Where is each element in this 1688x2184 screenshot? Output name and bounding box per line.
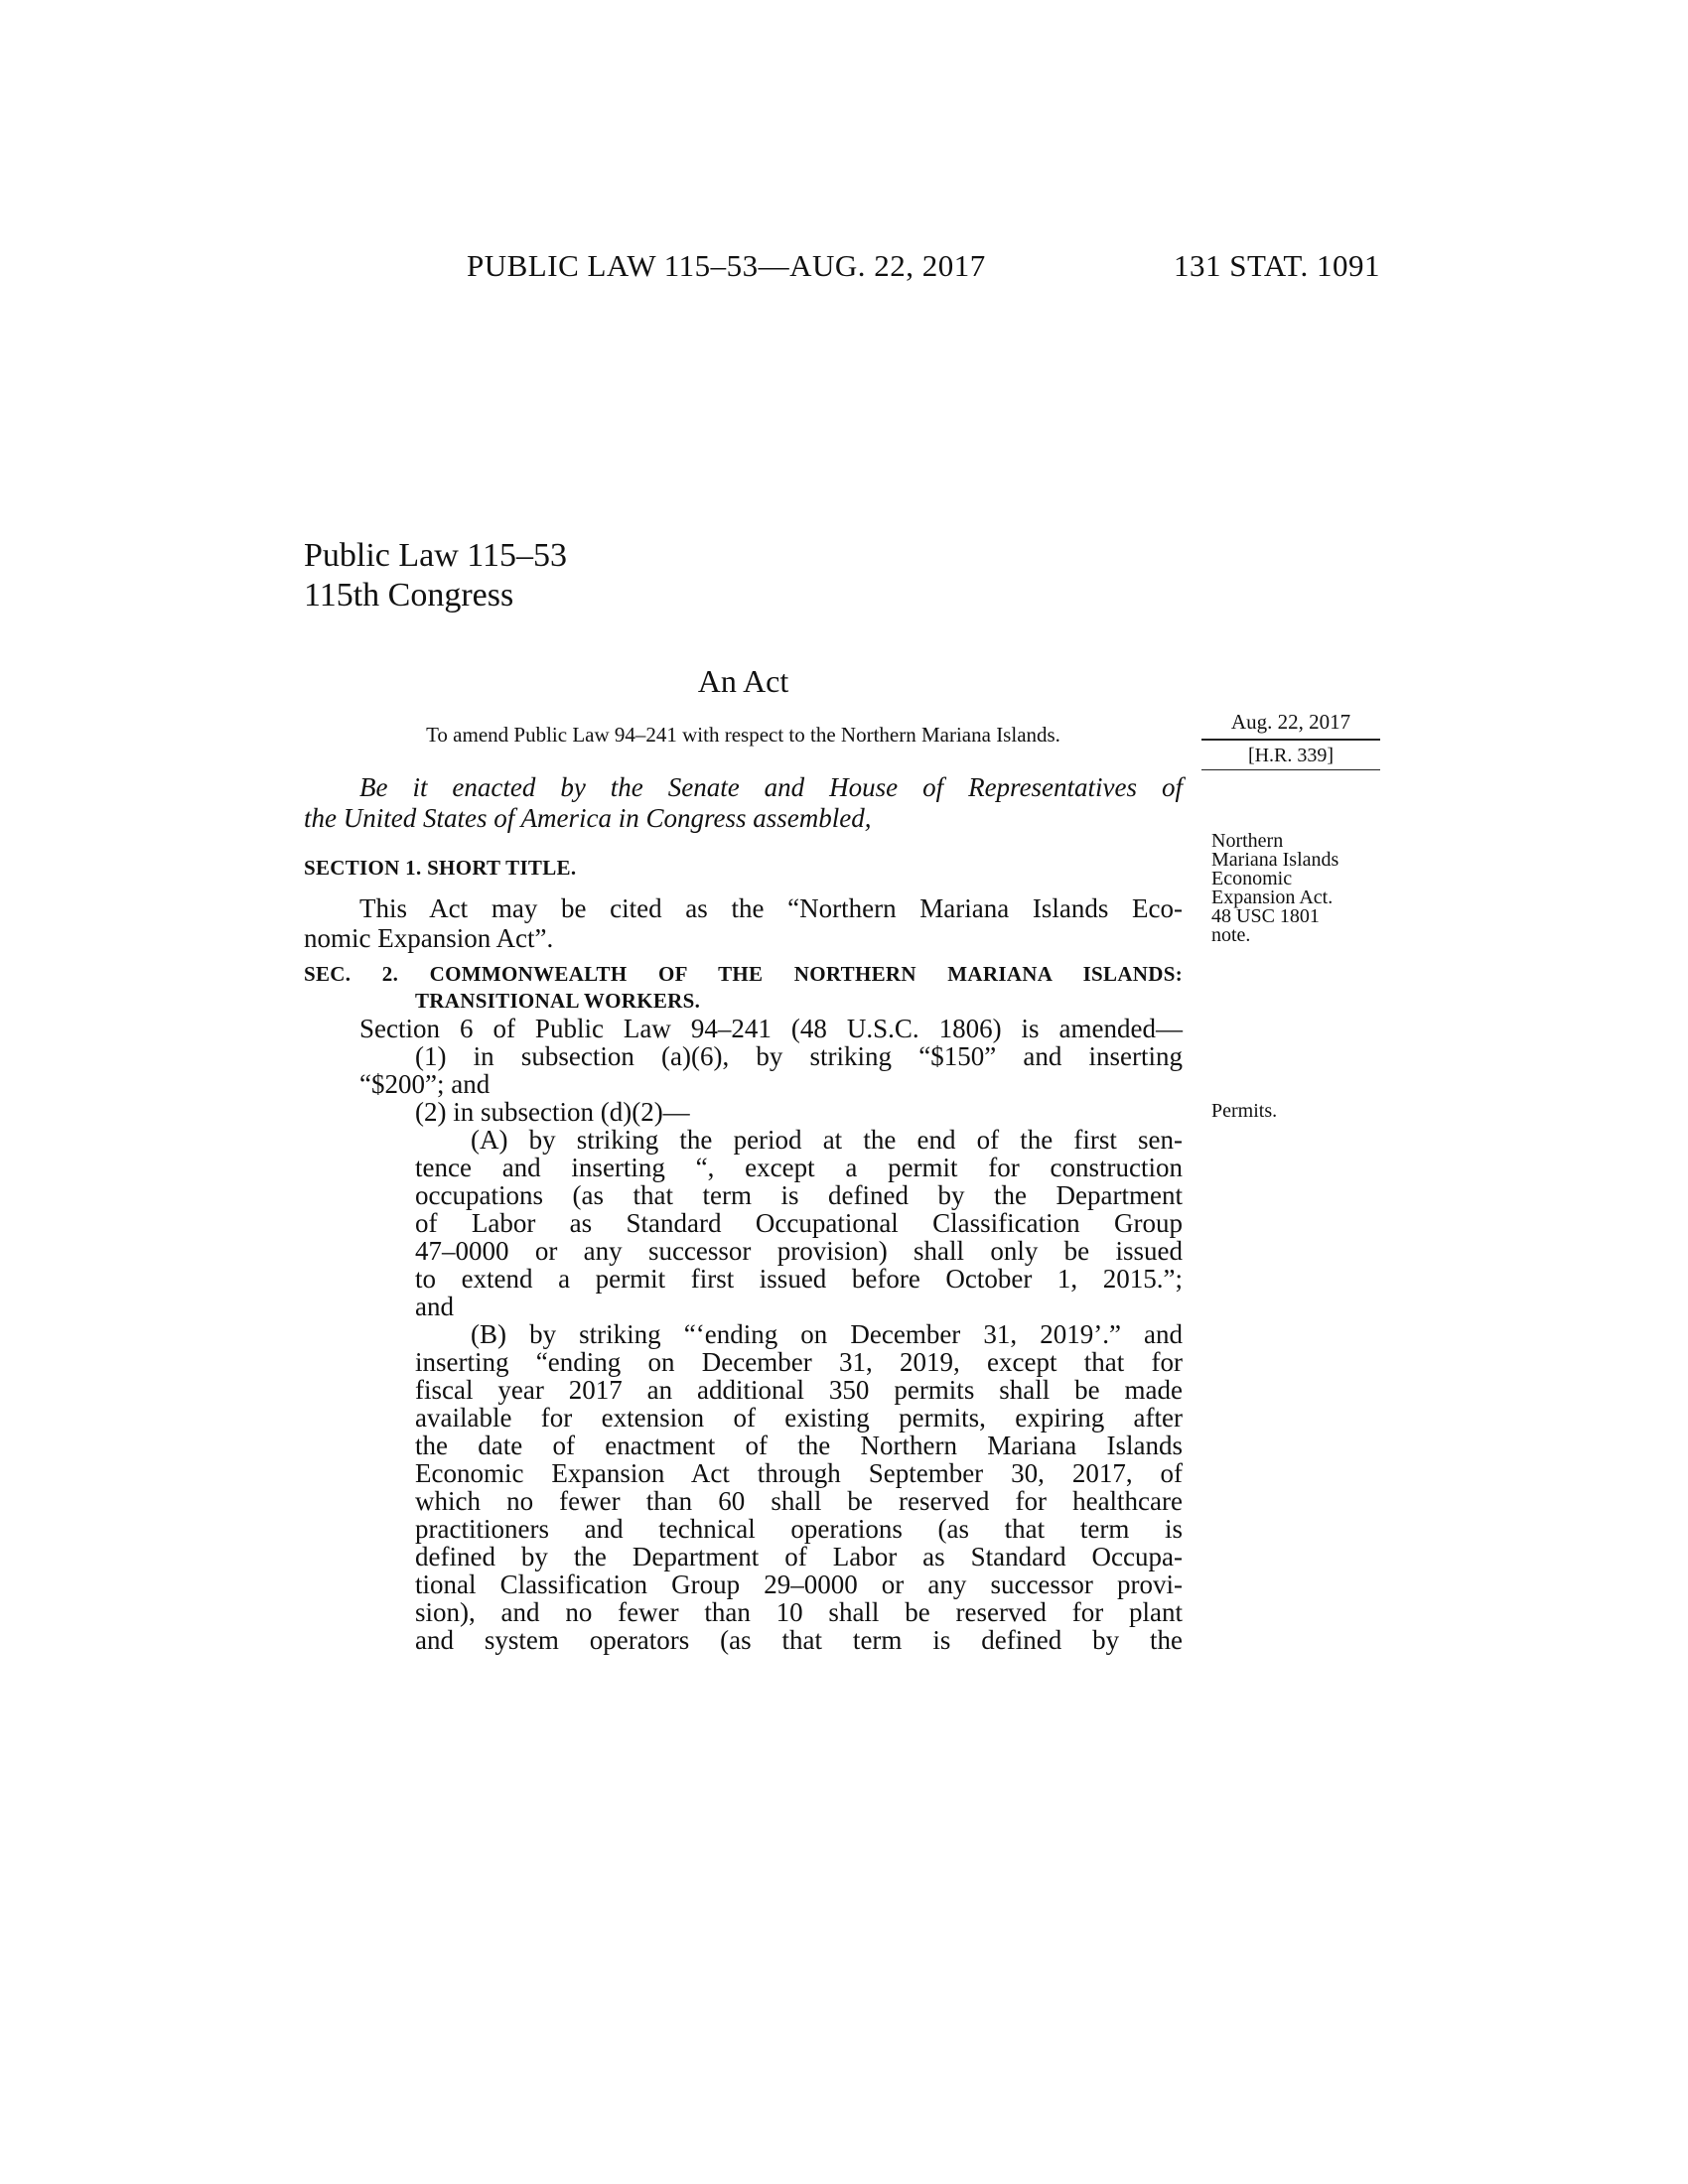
subparagraph-b-line: practitioners and technical operations (as that term is — [415, 1514, 1183, 1544]
section-1-text — [304, 893, 1183, 953]
margin-rule — [1201, 739, 1380, 741]
subparagraph-a-line: 47–0000 or any successor provision) shall only be issued — [415, 1236, 1183, 1266]
running-head-citation: PUBLIC LAW 115–53—AUG. 22, 2017 — [467, 248, 986, 283]
running-head — [467, 248, 1380, 288]
subparagraph-b-line: tional Classification Group 29–0000 or any successor provi- — [415, 1570, 1183, 1599]
margin-rule — [1201, 769, 1380, 770]
margin-note-date: Aug. 22, 2017 — [1230, 710, 1351, 734]
subparagraph-b-line: and system operators (as that term is defined by the — [415, 1625, 1183, 1655]
margin-note-bill: [H.R. 339] — [1247, 745, 1335, 766]
subparagraph-b-line: sion), and no fewer than 10 shall be reserved for plant — [415, 1597, 1183, 1627]
enacting-clause — [304, 772, 1183, 834]
subparagraph-a-line: tence and inserting “, except a permit for construction — [415, 1153, 1183, 1182]
law-identification — [304, 536, 567, 615]
running-head-stat-page: 131 STAT. 1091 — [1173, 248, 1380, 283]
subparagraph-a-line: (A) by striking the period at the end of the first sen- — [471, 1125, 1183, 1155]
subparagraph-b-line: fiscal year 2017 an additional 350 permits shall be made — [415, 1375, 1183, 1405]
congress-number: 115th Congress — [304, 577, 514, 614]
margin-note-line: Expansion Act. — [1211, 887, 1334, 908]
paragraph-2: (2) in subsection (d)(2)— — [415, 1097, 690, 1127]
subparagraph-b-line: (B) by striking “‘ending on December 31, 2019’.” and — [471, 1319, 1183, 1349]
subparagraph-a — [415, 1126, 1183, 1320]
margin-note-line: Northern — [1211, 830, 1284, 852]
subparagraph-a-line: and — [415, 1292, 454, 1321]
margin-note-line: Mariana Islands — [1211, 849, 1339, 871]
subparagraph-a-line: to extend a permit first issued before October 1, 2015.”; — [415, 1264, 1183, 1294]
paragraph-1-line: (1) in subsection (a)(6), by striking “$150” and inserting — [415, 1041, 1183, 1071]
margin-note-line: Economic — [1211, 868, 1293, 889]
paragraph-1-line: “$200”; and — [359, 1069, 491, 1099]
subparagraph-b-line: inserting “ending on December 31, 2019, except that for — [415, 1347, 1183, 1377]
section-2-intro: Section 6 of Public Law 94–241 (48 U.S.C. 1806) is amended— — [359, 1014, 1183, 1043]
law-number: Public Law 115–53 — [304, 537, 568, 574]
enacting-clause-line: Be it enacted by the Senate and House of Representatives of — [359, 772, 1183, 802]
subparagraph-b-line: Economic Expansion Act through September 30, 2017, of — [415, 1458, 1183, 1488]
section-1-line: nomic Expansion Act”. — [304, 923, 554, 953]
section-2-heading-line: TRANSITIONAL WORKERS. — [415, 989, 701, 1013]
section-2-heading-line: SEC. 2. COMMONWEALTH OF THE NORTHERN MARIANA ISLANDS: — [304, 962, 1183, 986]
subparagraph-b-line: defined by the Department of Labor as Standard Occupa- — [415, 1542, 1183, 1571]
act-purpose: To amend Public Law 94–241 with respect to the Northern Mariana Islands. — [426, 723, 1060, 747]
paragraph-1 — [304, 1042, 1183, 1098]
subparagraph-b — [415, 1320, 1183, 1654]
margin-note-permits: Permits. — [1211, 1100, 1278, 1122]
subparagraph-a-line: of Labor as Standard Occupational Classification Group — [415, 1208, 1183, 1238]
enacting-clause-line: the United States of America in Congress assembled, — [304, 803, 872, 833]
section-1-heading: SECTION 1. SHORT TITLE. — [304, 856, 577, 880]
act-title: An Act — [697, 663, 789, 699]
section-2-heading — [304, 961, 1183, 1015]
subparagraph-b-line: which no fewer than 60 shall be reserved for healthcare — [415, 1486, 1183, 1516]
subparagraph-b-line: the date of enactment of the Northern Mariana Islands — [415, 1431, 1183, 1460]
subparagraph-b-line: available for extension of existing permits, expiring after — [415, 1403, 1183, 1433]
subparagraph-a-line: occupations (as that term is defined by the Department — [415, 1180, 1183, 1210]
margin-note-line: note. — [1211, 924, 1251, 946]
section-1-line: This Act may be cited as the “Northern Mariana Islands Eco- — [359, 893, 1183, 923]
margin-note-short-title — [1211, 832, 1390, 945]
margin-note-line: 48 USC 1801 — [1211, 905, 1320, 927]
